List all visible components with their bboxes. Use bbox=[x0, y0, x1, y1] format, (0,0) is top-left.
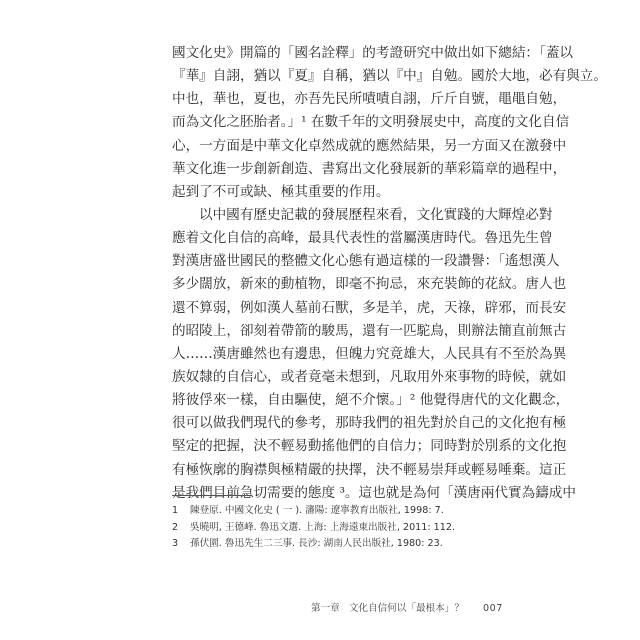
footnote-text: 孫伏園. 魯迅先生二三事. 長沙: 湖南人民出版社, 1980: 23. bbox=[190, 538, 443, 549]
text-line: 多少闊放，新來的動植物，即毫不拘忌，來充裝飾的花紋。唐人也 bbox=[172, 276, 567, 293]
body-text bbox=[172, 42, 607, 505]
running-chapter: 第一章 bbox=[311, 603, 340, 614]
footnote-number: 1 bbox=[172, 505, 179, 516]
text-line: 應着文化自信的高峰，最具代表性的當屬漢唐時代。魯迅先生曾 bbox=[172, 230, 553, 247]
footnote bbox=[172, 536, 512, 553]
footnote-divider bbox=[172, 495, 252, 496]
text-line: 還不算弱，例如漢人墓前石獸，多是羊，虎，天祿，辟邪，而長安 bbox=[172, 299, 567, 316]
footnote-number: 2 bbox=[172, 521, 179, 533]
text-line: 很可以做我們現代的參考，那時我們的祖先對於自己的文化抱有極 bbox=[172, 415, 567, 432]
text-line: 心，一方面是中華文化卓然成就的應然結果，另一方面又在激發中 bbox=[172, 137, 567, 154]
text-line: 的昭陵上，卻刻着帶箭的駿馬，還有一匹駝鳥，則辦法簡直前無古 bbox=[172, 322, 567, 339]
text-line: 是我們目前急切需要的態度 ³。這也就是為何「漢唐兩代實為鑄成中 bbox=[172, 484, 576, 501]
footnote-number: 3 bbox=[172, 538, 179, 549]
text-line: 堅定的把握，決不輕易動搖他們的自信力；同時對於別系的文化抱 bbox=[172, 438, 567, 455]
footnote bbox=[172, 503, 512, 520]
text-line: 將彼俘來一樣，自由驅使，絕不介懷。」² 他覺得唐代的文化觀念， bbox=[172, 392, 570, 409]
running-title: 文化自信何以「最根本」？ bbox=[348, 603, 464, 614]
text-line: 以中國有歷史記載的發展歷程來看，文化實踐的大輝煌必對 bbox=[199, 206, 553, 223]
paragraph-1 bbox=[172, 42, 607, 204]
paragraph-2 bbox=[172, 204, 576, 505]
text-line: 國文化史》開篇的「國名詮釋」的考證研究中做出如下總結：「蓋以 bbox=[172, 45, 574, 61]
text-line: 中也，華也，夏也，亦吾先民所嘖嘖自詡，斤斤自號，黽黽自勉， bbox=[172, 91, 567, 108]
footnote-text: 吳曉明, 王德峰. 魯迅文選. 上海: 上海遠東出版社, 2011: 112. bbox=[190, 521, 456, 533]
text-line: 對漢唐盛世國民的整體文化心態有過這樣的一段讚譽：「遙想漢人 bbox=[172, 253, 560, 270]
footnote bbox=[172, 520, 512, 537]
text-line: 華文化進一步創新創造、書寫出文化發展新的華彩篇章的過程中， bbox=[172, 160, 567, 177]
text-line: 『華』自詡，猶以『夏』自稱，猶以『中』自勉。國於大地，必有與立。 bbox=[172, 68, 607, 85]
text-line: 有極恢廓的胸襟與極精嚴的抉擇，決不輕易崇拜或輕易唾棄。這正 bbox=[172, 461, 567, 478]
footnote-text: 陳登原. 中國文化史 ( 一 ). 瀋陽: 遼寧教育出版社, 1998: 7. bbox=[190, 505, 444, 516]
page-footer bbox=[311, 600, 503, 614]
footnotes bbox=[172, 503, 512, 553]
text-line: 起到了不可或缺、極其重要的作用。 bbox=[172, 183, 390, 200]
text-line: 而為文化之胚胎者。」¹ 在數千年的文明發展史中，高度的文化自信 bbox=[172, 114, 570, 131]
text-line: 人……漢唐雖然也有邊患，但魄力究竟雄大，人民具有不至於為異 bbox=[172, 345, 567, 362]
text-line: 族奴隸的自信心，或者竟毫未想到，凡取用外來事物的時候，就如 bbox=[172, 368, 567, 385]
page-number: 007 bbox=[483, 603, 503, 614]
